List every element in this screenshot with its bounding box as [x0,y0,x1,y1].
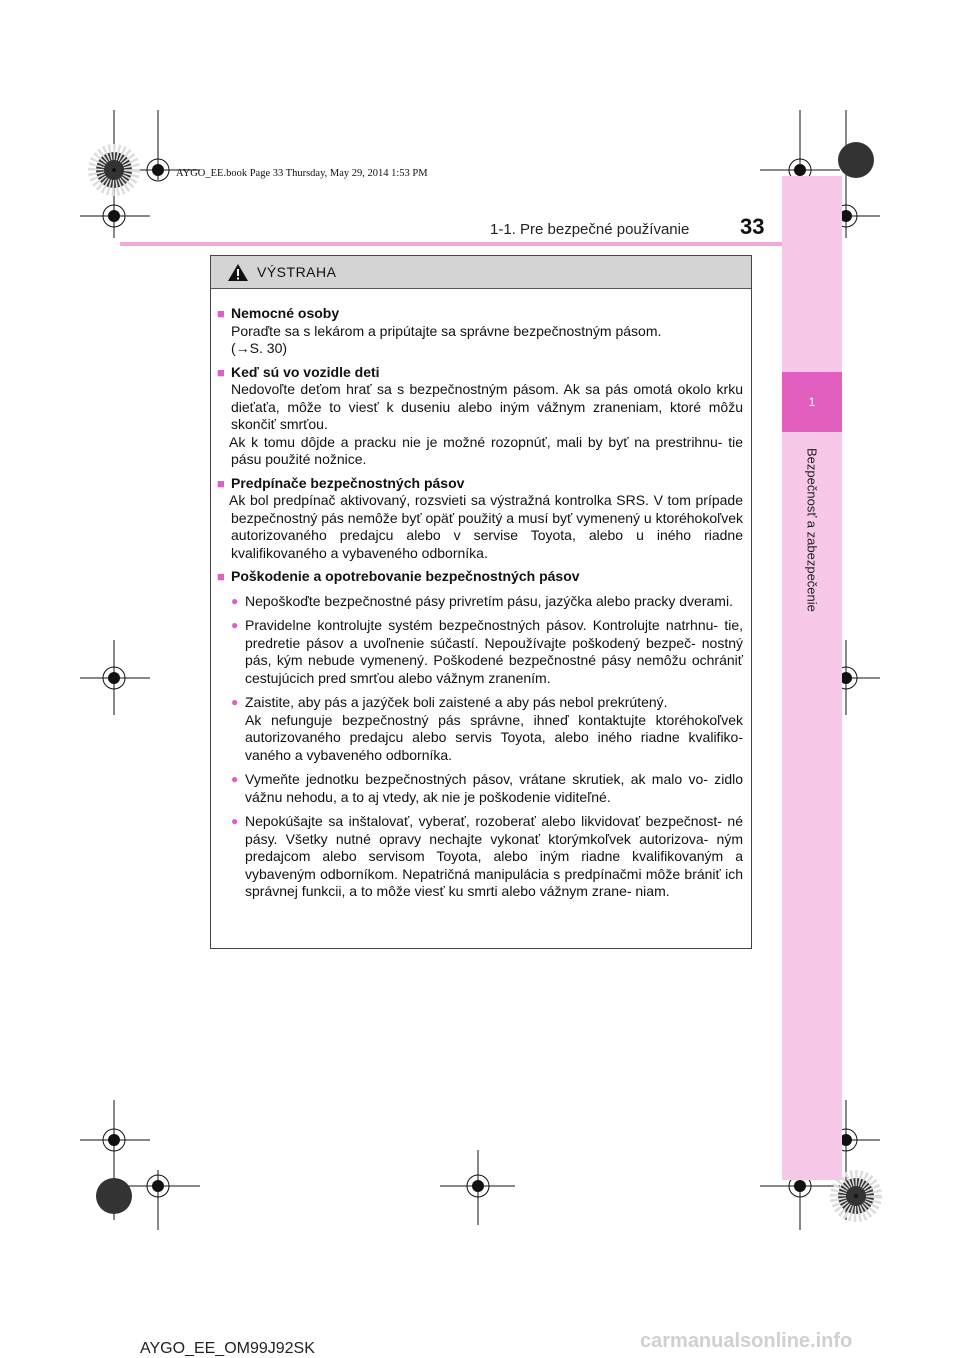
list-item [231,593,743,611]
list-item-text: Vymeňte jednotku bezpečnostných pásov, vrátane skrutiek, ak malo vo- zidlo vážnu nehodu, a to aj vtedy, ak nie je poškodenie viditeľné. [245,771,743,805]
circle-bullet-icon: ● [231,772,239,786]
watermark-link[interactable]: carmanualsonline.info [640,1330,853,1352]
square-bullet-icon: ■ [217,364,225,380]
list-item [231,694,743,764]
circle-bullet-icon: ● [231,593,239,608]
header-rule [120,242,782,246]
square-bullet-icon: ■ [217,475,225,491]
warning-triangle-icon [227,263,249,282]
list-item-text: Nepokúšajte sa inštalovať, vyberať, rozoberať alebo likvidovať bezpečnost- né pásy. Všetky nutné opravy nechajte vykonať ktorýmkoľvek autorizova- ným predajcom alebo servisom Toyota, alebo iným riadne kvalifikovaným a vybaveným odborníkom. Nepatričná manipulácia s predpínačmi môže brániť ich správnej funkcii, a to môže viesť ku smrti alebo vážnym zrane- niam. [245,813,743,899]
chapter-strip [782,176,842,1180]
paragraph: Ak k tomu dôjde a pracku nie je možné rozopnúť, mali by byť na prestrihnu- tie pásu použité nožnice. [229,433,743,467]
list-item-text [245,694,743,764]
square-bullet-icon: ■ [217,306,225,321]
page-reference[interactable]: (→S. 30) [231,340,288,356]
paragraph: Poraďte sa s lekárom a pripútajte sa správne bezpečnostným pásom. [231,322,662,339]
section-heading-text: Poškodenie a opotrebovanie bezpečnostných pásov [231,568,580,584]
warning-header [211,256,751,289]
warning-body [211,289,751,901]
section-heading-text: Nemocné osoby [231,305,340,321]
section-heading-text: Predpínače bezpečnostných pásov [231,474,465,491]
circle-bullet-icon: ● [231,695,239,709]
list-item-line: Zaistite, aby pás a jazýček boli zaistené a aby pás nebol prekrútený. [245,694,668,710]
square-bullet-icon: ■ [217,569,225,584]
section-heading [217,568,743,586]
list-item-line: Ak nefunguje bezpečnostný pás správne, ihneď kontaktujte ktoréhokoľvek autorizovaného predajcu alebo servis Toyota, alebo iného riadne kvalifiko- vaného a vybaveného odborníka. [245,711,743,763]
section-title: 1-1. Pre bezpečné používanie [490,221,690,238]
warning-title: VÝSTRAHA [257,264,337,280]
paragraph: Nedovoľte deťom hrať sa s bezpečnostným pásom. Ak sa pás omotá okolo krku dieťaťa, môže to viesť k duseniu alebo iným vážnym zraneniam, ktoré môžu skončiť smrťou. [231,381,743,432]
warning-box [210,255,752,949]
list-item [231,617,743,687]
footer-code: AYGO_EE_OM99J92SK [140,1340,315,1357]
book-info-line: AYGO_EE.book Page 33 Thursday, May 29, 2014 1:53 PM [176,168,428,179]
chapter-title: Bezpečnosť a zabezpečenie [804,448,820,612]
circle-bullet-icon: ● [231,618,239,632]
section-heading [217,305,743,323]
page-number: 33 [740,214,765,239]
section-heading-text: Keď sú vo vozidle deti [231,363,380,380]
chapter-tab[interactable] [782,372,842,432]
list-item-text: Pravidelne kontrolujte systém bezpečnostných pásov. Kontrolujte natrhnu- tie, predretie pásov a uvoľnenie súčastí. Nepoužívajte poškodený bezpeč- nostný pás, kým nebude vymenený. Poškodené bezpečnostné pásy nemôžu ochrániť cestujúcich pred smrťou alebo vážnym zranením. [245,617,743,686]
list-item [231,813,743,901]
list-item-text: Nepoškoďte bezpečnostné pásy privretím pásu, jazýčka alebo pracky dverami. [245,592,733,609]
section-heading [217,475,743,493]
chapter-number: 1 [808,395,816,409]
circle-bullet-icon: ● [231,814,239,828]
section-heading [217,364,743,382]
paragraph: Ak bol predpínač aktivovaný, rozsvieti sa výstražná kontrolka SRS. V tom prípade bezpečnostný pás nemôže byť opäť použitý a musí byť vymenený u ktoréhokoľvek autorizovaného predajcu alebo v servise Toyota, alebo u iného riadne kvalifikovaného a vybaveného odborníka. [229,492,743,561]
list-item [231,771,743,806]
